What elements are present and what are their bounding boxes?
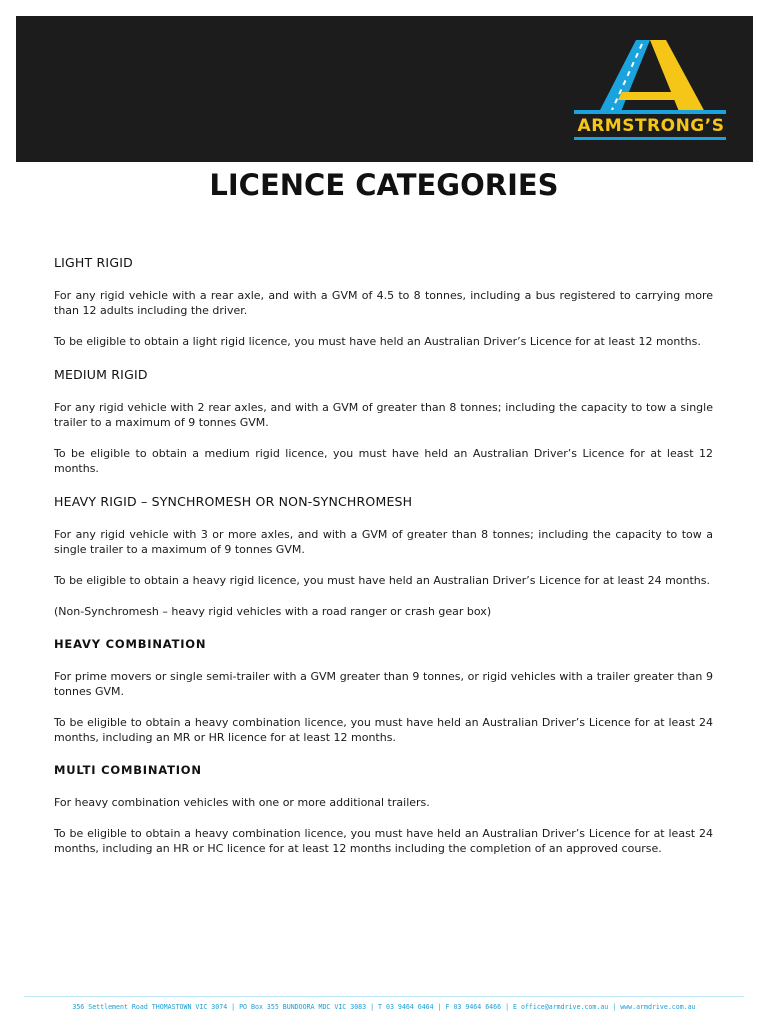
- footer-divider: [24, 996, 744, 997]
- section-heading: HEAVY COMBINATION: [54, 637, 207, 651]
- paragraph: To be eligible to obtain a heavy combination licence, you must have held an Australian Driver’s Licence for at least 24 months, including an MR or HR licence for at least 12 months.: [54, 716, 713, 744]
- logo-wordmark: ARMSTRONG’S: [577, 116, 725, 136]
- paragraph: For prime movers or single semi-trailer with a GVM greater than 9 tonnes, or rigid vehicles with a trailer greater than 9 tonnes GVM.: [54, 670, 713, 698]
- paragraph: For heavy combination vehicles with one or more additional trailers.: [54, 796, 430, 809]
- document-body: [54, 255, 713, 856]
- section-heading: HEAVY RIGID – SYNCHROMESH OR NON-SYNCHROMESH: [54, 494, 413, 509]
- section-heading: LIGHT RIGID: [54, 255, 133, 270]
- logo-a-icon: [556, 34, 746, 156]
- armstrongs-logo: [556, 34, 746, 156]
- paragraph: For any rigid vehicle with 2 rear axles, and with a GVM of greater than 8 tonnes; including the capacity to tow a single trailer to a maximum of 9 tonnes GVM.: [54, 401, 713, 429]
- logo-crossbar-icon: [618, 92, 688, 100]
- paragraph: To be eligible to obtain a heavy combination licence, you must have held an Australian Driver’s Licence for at least 24 months, including an HR or HC licence for at least 12 months including the completion of an approved course.: [54, 827, 713, 855]
- footer: [0, 996, 768, 1024]
- section-heading: MULTI COMBINATION: [54, 763, 202, 777]
- header-banner: [16, 16, 753, 162]
- paragraph: To be eligible to obtain a heavy rigid licence, you must have held an Australian Driver’s Licence for at least 24 months.: [54, 574, 710, 587]
- section-medium-rigid: [54, 367, 713, 476]
- paragraph: (Non-Synchromesh – heavy rigid vehicles with a road ranger or crash gear box): [54, 605, 492, 618]
- logo-road-right-icon: [650, 40, 706, 114]
- section-heavy-combination: [54, 637, 713, 745]
- logo-top-rule: [574, 110, 726, 114]
- section-multi-combination: [54, 763, 713, 856]
- logo-bottom-rule: [574, 137, 726, 140]
- section-heading: MEDIUM RIGID: [54, 367, 148, 382]
- paragraph: For any rigid vehicle with a rear axle, and with a GVM of 4.5 to 8 tonnes, including a bus registered to carrying more than 12 adults including the driver.: [54, 289, 713, 317]
- paragraph: For any rigid vehicle with 3 or more axles, and with a GVM of greater than 8 tonnes; including the capacity to tow a single trailer to a maximum of 9 tonnes GVM.: [54, 528, 713, 556]
- section-light-rigid: [54, 255, 713, 349]
- page-title: LICENCE CATEGORIES: [209, 168, 559, 202]
- footer-contact-info: 356 Settlement Road THOMASTOWN VIC 3074 | PO Box 355 BUNDOORA MDC VIC 3083 | T 03 9464 6464 | F 03 9464 6466 | E office@armdrive.com.au | www.armdrive.com.au: [72, 1003, 696, 1011]
- section-heavy-rigid: [54, 494, 713, 619]
- paragraph: To be eligible to obtain a light rigid licence, you must have held an Australian Driver’s Licence for at least 12 months.: [54, 335, 701, 348]
- paragraph: To be eligible to obtain a medium rigid licence, you must have held an Australian Driver’s Licence for at least 12 months.: [54, 447, 713, 475]
- logo-road-left-icon: [598, 40, 650, 114]
